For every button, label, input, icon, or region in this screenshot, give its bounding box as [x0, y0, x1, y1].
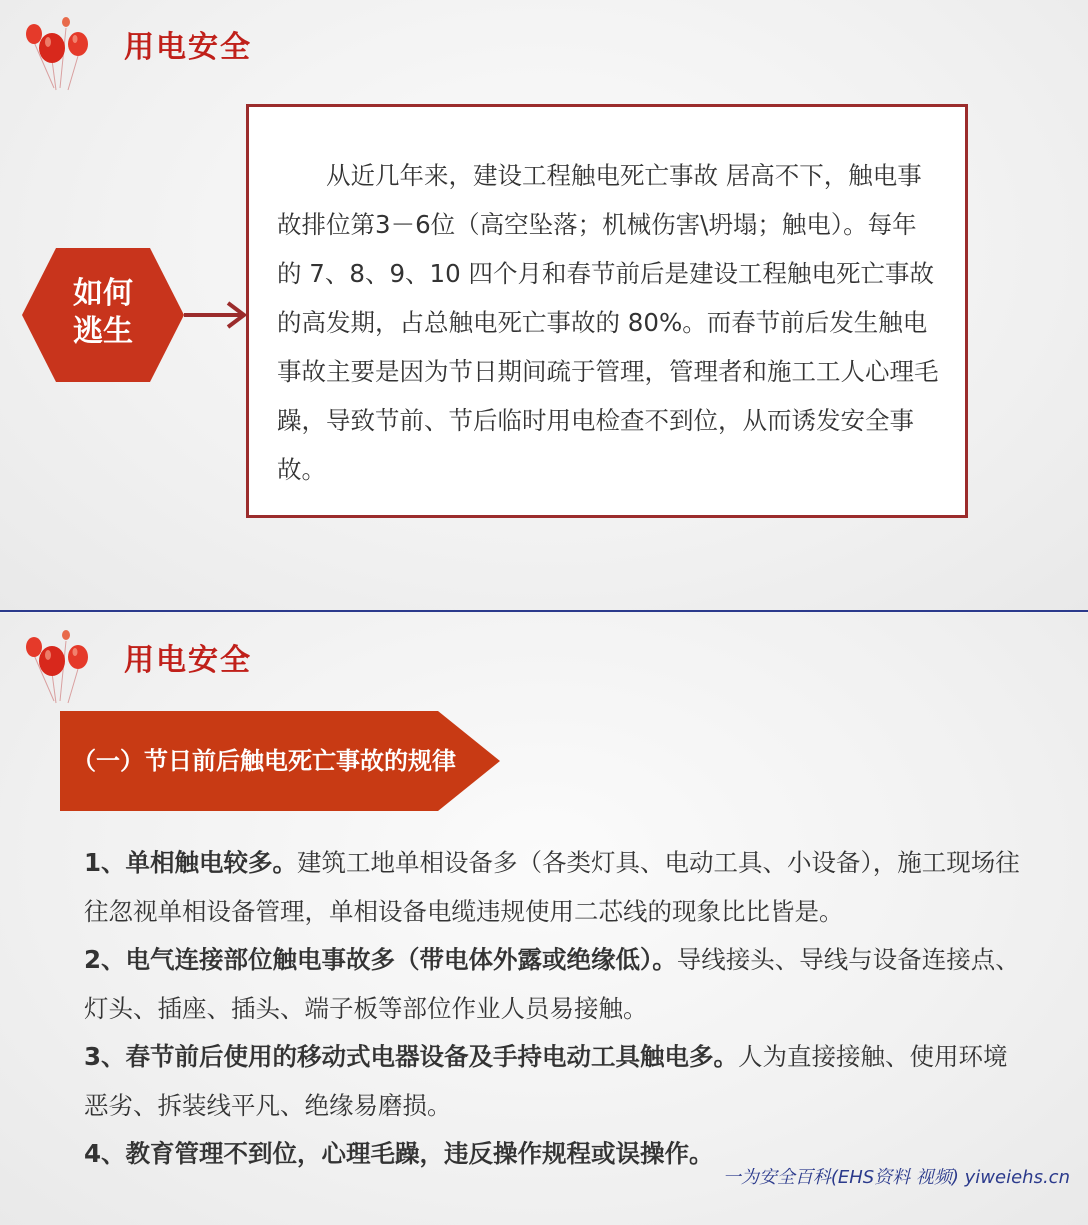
- list-item: [84, 839, 1030, 936]
- item-text: 导线接头、导线与设备连接点、灯头、插座、插头、端子板等部位作业人员易接触。: [84, 945, 1020, 1023]
- arrow-right-icon: [184, 300, 248, 330]
- balloons-icon: [20, 625, 100, 705]
- list-item: [84, 1033, 1030, 1130]
- hexagon-label-line1: 如何: [73, 276, 133, 311]
- slide-title: 用电安全: [124, 643, 252, 678]
- content-paragraph: 从近几年来，建设工程触电死亡事故 居高不下，触电事故排位第3－6位（高空坠落；机械伤害\坍塌；触电）。每年的 7、8、9、10 四个月和春节前后是建设工程触电死亡事故的高发期，占总触电死亡事故的 80%。而春节前后发生触电事故主要是因为节日期间疏于管理，管理者和施工工人心理毛躁，导致节前、节后临时用电检查不到位，从而诱发安全事故。: [277, 161, 939, 484]
- rules-list: [84, 839, 1030, 1179]
- hexagon-label-line2: 逃生: [73, 314, 133, 349]
- balloons-icon: [20, 12, 100, 92]
- item-lead: 4、教育管理不到位，心理毛躁，违反操作规程或误操作。: [84, 1139, 714, 1168]
- content-box: [246, 104, 968, 518]
- hexagon-label: [22, 275, 184, 351]
- item-lead: 2、电气连接部位触电事故多（带电体外露或绝缘低）。: [84, 945, 677, 974]
- item-text: 人为直接接触、使用环境恶劣、拆装线平凡、绝缘易磨损。: [84, 1042, 1008, 1120]
- slide-divider: [0, 610, 1088, 612]
- slide-1: [0, 0, 1088, 610]
- slide-2: [0, 613, 1088, 1225]
- item-lead: 3、春节前后使用的移动式电器设备及手持电动工具触电多。: [84, 1042, 739, 1071]
- watermark: 一为安全百科(EHS资料 视频) yiweiehs.cn: [722, 1167, 1070, 1188]
- slide-title: 用电安全: [124, 30, 252, 65]
- section-heading: （一）节日前后触电死亡事故的规律: [72, 747, 456, 775]
- list-item: [84, 936, 1030, 1033]
- item-lead: 1、单相触电较多。: [84, 848, 298, 877]
- item-text: 建筑工地单相设备多（各类灯具、电动工具、小设备），施工现场往往忽视单相设备管理，单相设备电缆违规使用二芯线的现象比比皆是。: [84, 848, 1020, 926]
